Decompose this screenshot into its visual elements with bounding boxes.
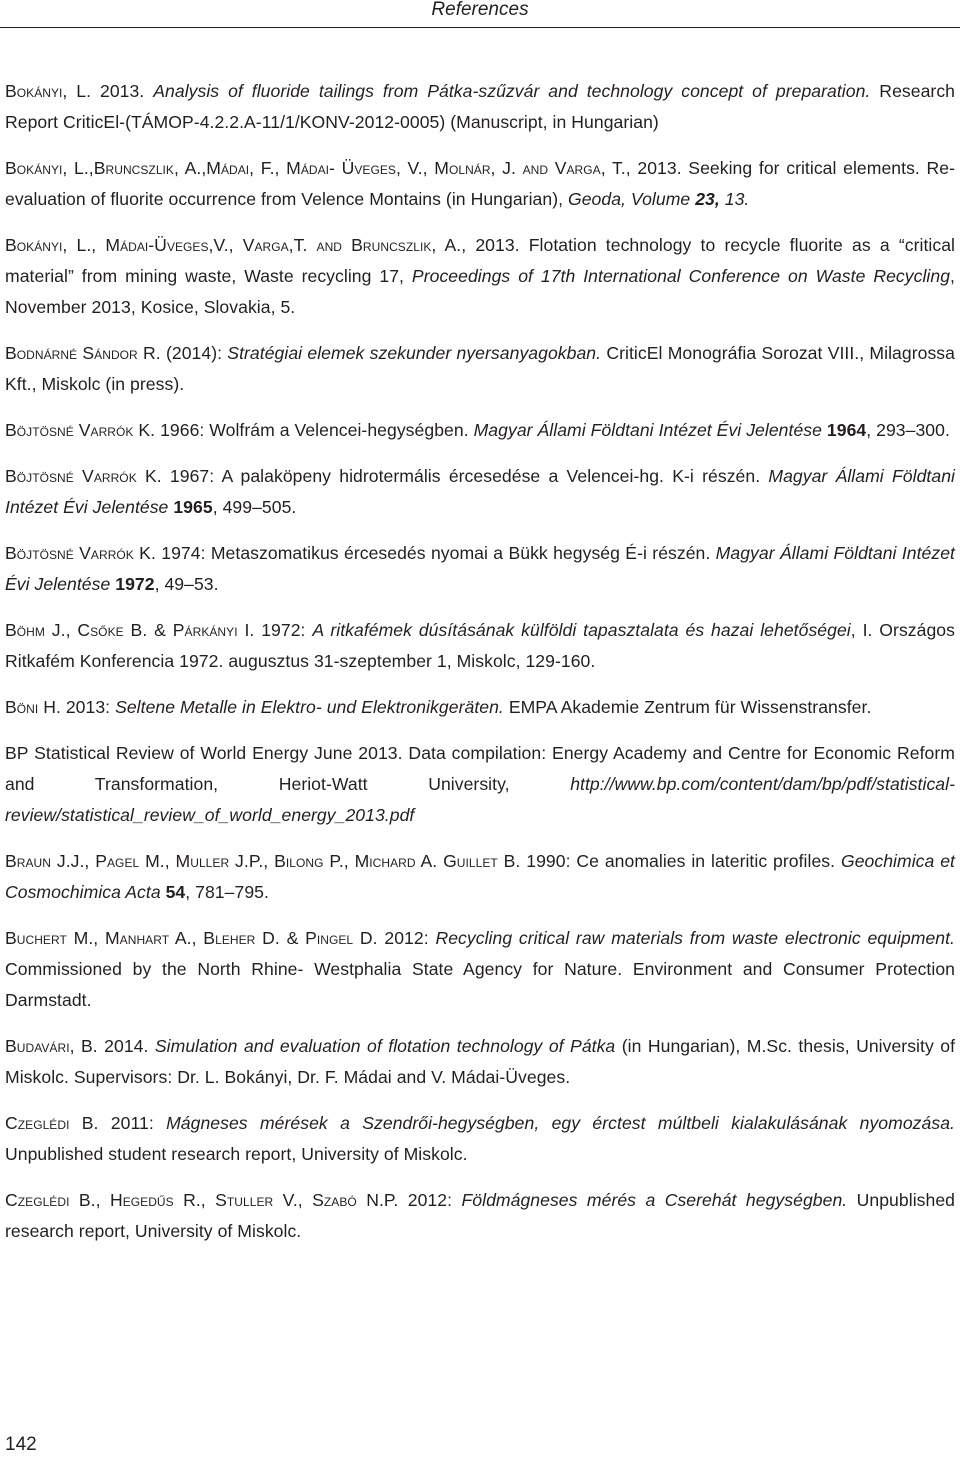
ref-tail: (in Hungarian), M.Sc. thesis, University of Miskolc. Supervisors: Dr. L. Bokányi, Dr. F. Mádai and V. Mádai-Üveges. <box>5 1036 956 1087</box>
ref-text: 1966: Wolfrám a Velencei-hegységben. <box>155 420 474 440</box>
reference-item <box>5 415 955 446</box>
ref-title: Geoda, Volume <box>567 189 691 209</box>
ref-tail: EMPA Akademie Zentrum für Wissenstransfer. <box>503 697 872 717</box>
ref-title: Mágneses mérések a Szendrői-hegységben, egy érctest múltbeli kialakulásának nyomozása. <box>166 1113 955 1133</box>
ref-text: 2012: <box>377 928 436 948</box>
ref-tail: CriticEl Monográfia Sorozat VIII., Milagrossa Kft., Miskolc (in press). <box>5 343 955 394</box>
ref-tail: Commissioned by the North Rhine- Westphalia State Agency for Nature. Environment and Consumer Protection Darmstadt. <box>5 959 955 1010</box>
reference-item <box>5 1031 955 1093</box>
ref-tail: , 781–795. <box>185 882 269 902</box>
ref-text: 1990: Ce anomalies in lateritic profiles. <box>520 851 841 871</box>
ref-title: Geochimica et Cosmochimica Acta <box>5 851 955 902</box>
ref-text: , 2013. Flotation technology to recycle fluorite as a “critical material” from mining waste, Waste recycling 17, <box>5 235 955 286</box>
header-rule <box>0 27 960 28</box>
ref-url: http://www.bp.com/content/dam/bp/pdf/statistical-review/statistical_review_of_world_energy_2013.pdf <box>5 774 955 825</box>
ref-authors: Budavári, B. <box>5 1036 98 1056</box>
ref-title: Magyar Állami Földtani Intézet Évi Jelentése <box>473 420 822 440</box>
ref-text: 2013. <box>91 81 154 101</box>
ref-title: Simulation and evaluation of flotation technology of Pátka <box>154 1036 616 1056</box>
ref-title: Stratégiai elemek szekunder nyersanyagokban. <box>227 343 602 363</box>
ref-authors: Böhm J., Csőke B. & Párkányi I. <box>5 620 255 640</box>
ref-tail: Unpublished research report, University of Miskolc. <box>5 1190 955 1241</box>
ref-tail: 13. <box>719 189 750 209</box>
ref-tail: , 293–300. <box>866 420 950 440</box>
ref-authors: Bodnárné Sándor R. <box>5 343 161 363</box>
reference-item <box>5 1185 955 1247</box>
ref-volume: 1965 <box>168 497 213 517</box>
ref-title: Magyar Állami Földtani Intézet Évi Jelentése <box>5 543 955 594</box>
ref-title: Proceedings of 17th International Conference on Waste Recycling <box>411 266 951 286</box>
ref-authors: Bokányi, L., Mádai-Üveges,V., Varga,T. and Bruncszlik, A. <box>5 235 462 255</box>
ref-authors: Buchert M., Manhart A., Bleher D. & Pingel D. <box>5 928 378 948</box>
ref-volume: 23, <box>690 189 720 209</box>
ref-authors: Bokányi, L.,Bruncszlik, A.,Mádai, F., Mádai- Üveges, V., Molnár, J. and Varga, T. <box>5 158 626 178</box>
ref-text: 2013: <box>60 697 116 717</box>
ref-tail: Research Report CriticEl-(TÁMOP-4.2.2.A-11/1/KONV-2012-0005) (Manuscript, in Hungarian) <box>5 81 956 132</box>
ref-tail: , 499–505. <box>212 497 297 517</box>
ref-title: Földmágneses mérés a Cserehát hegységben. <box>461 1190 848 1210</box>
reference-item <box>5 76 955 138</box>
running-header: References <box>431 0 529 20</box>
ref-title: Magyar Állami Földtani Intézet Évi Jelentése <box>5 466 955 517</box>
page-number: 142 <box>5 1434 37 1455</box>
ref-title: Recycling critical raw materials from waste electronic equipment. <box>435 928 955 948</box>
ref-text: 2012: <box>398 1190 462 1210</box>
ref-tail: , November 2013, Kosice, Slovakia, 5. <box>5 266 955 317</box>
ref-text: (2014): <box>160 343 228 363</box>
reference-item <box>5 846 955 908</box>
ref-title: Analysis of fluoride tailings from Pátka-szűzvár and technology concept of preparation. <box>153 81 871 101</box>
reference-item <box>5 461 955 523</box>
ref-authors: Böjtösné Varrók K. <box>5 466 162 486</box>
ref-tail: , 49–53. <box>154 574 219 594</box>
reference-list <box>5 76 955 1262</box>
ref-volume: 1964 <box>821 420 867 440</box>
ref-text: 1972: <box>254 620 313 640</box>
ref-tail: Unpublished student research report, University of Miskolc. <box>5 1144 468 1164</box>
reference-item <box>5 1108 955 1170</box>
ref-volume: 1972 <box>110 574 155 594</box>
reference-item <box>5 923 955 1016</box>
ref-text: BP Statistical Review of World Energy June 2013. Data compilation: Energy Academy and Centre for Economic Reform and Transformation, Heriot-Watt University, <box>5 743 955 794</box>
ref-authors: Böni H. <box>5 697 61 717</box>
ref-authors: Böjtösné Varrók K. <box>5 420 156 440</box>
ref-title: Seltene Metalle in Elektro- und Elektronikgeräten. <box>115 697 504 717</box>
ref-authors: Braun J.J., Pagel M., Muller J.P., Bilong P., Michard A. Guillet B. <box>5 851 521 871</box>
ref-authors: Czeglédi B., Hegedűs R., Stuller V., Szabó N.P. <box>5 1190 399 1210</box>
reference-item <box>5 538 955 600</box>
ref-authors: Czeglédi B. <box>5 1113 99 1133</box>
ref-authors: Böjtösné Varrók K. <box>5 543 156 563</box>
ref-text: 1974: Metaszomatikus ércesedés nyomai a Bükk hegység É-i részén. <box>155 543 716 563</box>
ref-tail: , I. Országos Ritkafém Konferencia 1972. augusztus 31-szeptember 1, Miskolc, 129-160. <box>5 620 955 671</box>
ref-text: 1967: A palaköpeny hidrotermális ércesedése a Velencei-hg. K-i részén. <box>161 466 769 486</box>
ref-text: , 2013. Seeking for critical elements. Re-evaluation of fluorite occurrence from Velence Montains (in Hungarian), <box>5 158 955 209</box>
reference-item <box>5 338 955 400</box>
reference-item <box>5 153 955 215</box>
reference-item <box>5 615 955 677</box>
reference-item <box>5 738 955 831</box>
ref-volume: 54 <box>160 882 186 902</box>
ref-authors: Bokányi, L. <box>5 81 92 101</box>
ref-text: 2011: <box>98 1113 167 1133</box>
ref-text: 2014. <box>97 1036 155 1056</box>
reference-item <box>5 692 955 723</box>
ref-title: A ritkafémek dúsításának külföldi tapasztalata és hazai lehetőségei <box>312 620 851 640</box>
reference-item <box>5 230 955 323</box>
